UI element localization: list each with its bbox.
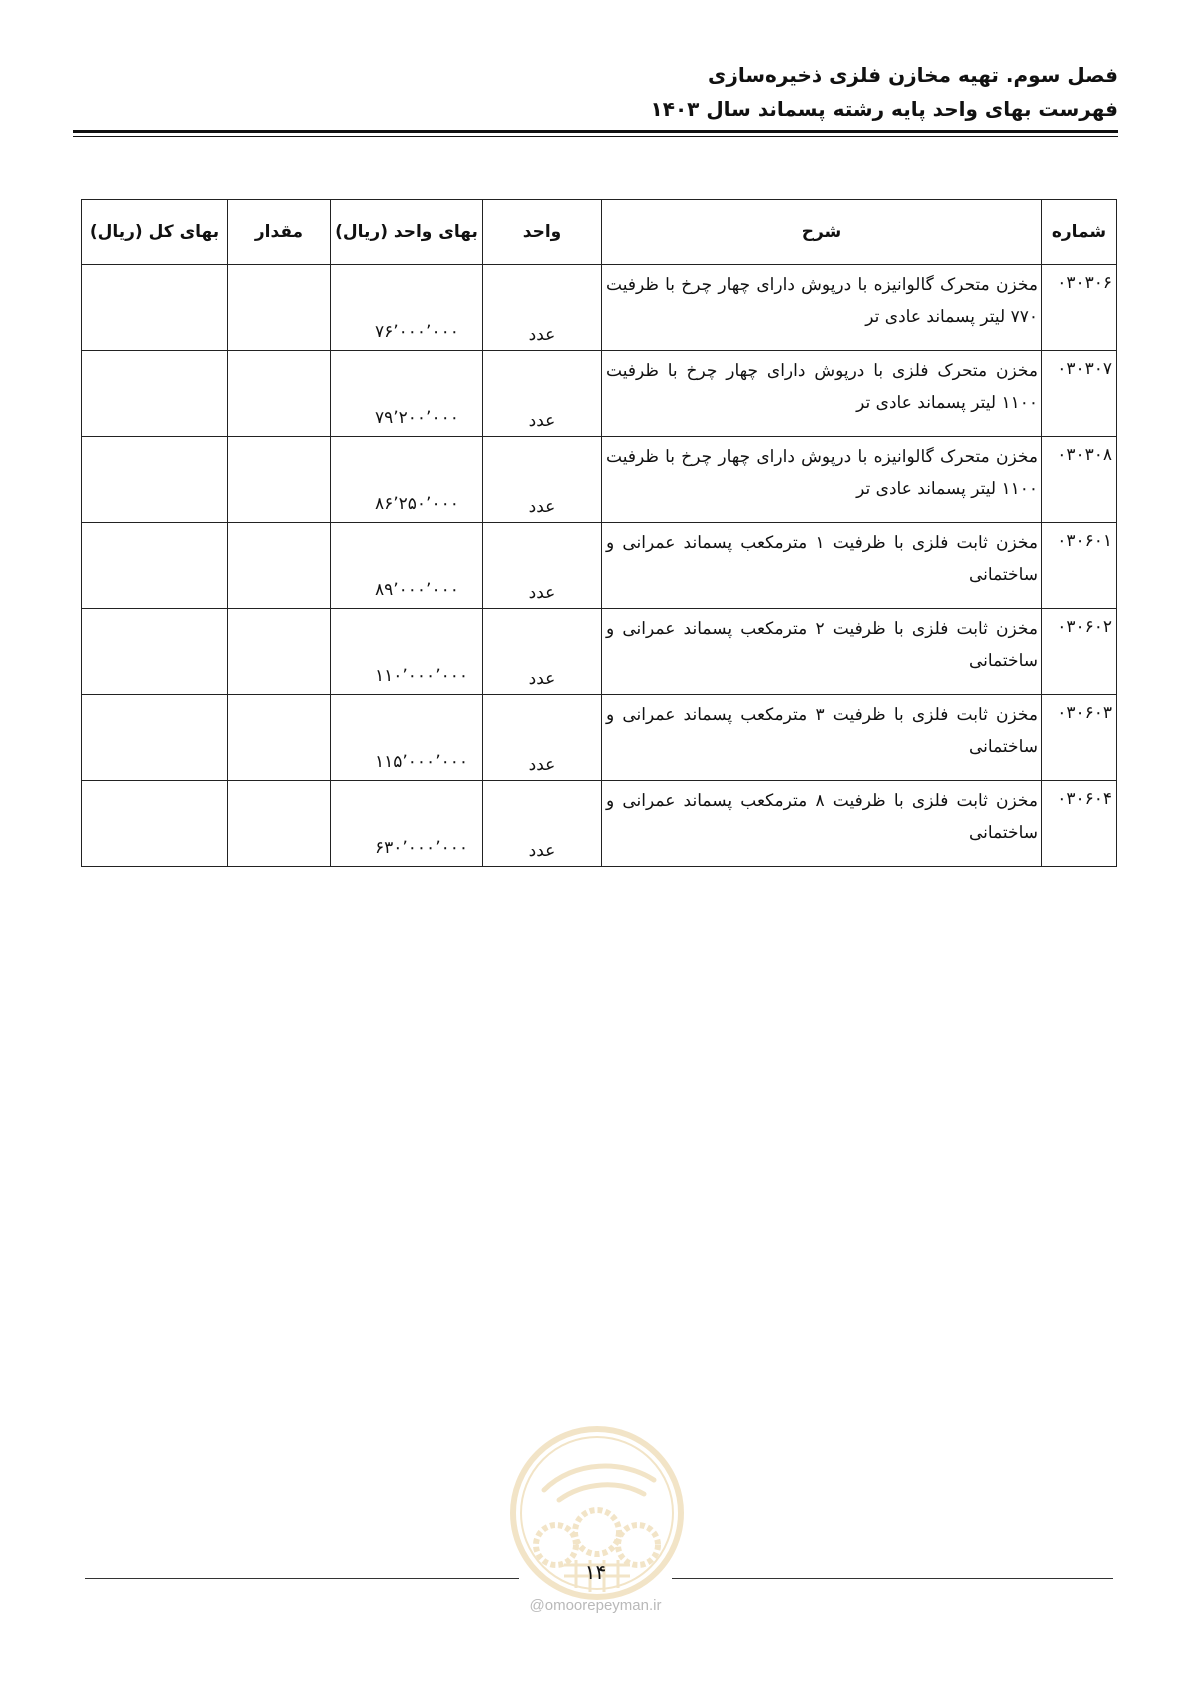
gear-icon bbox=[618, 1525, 658, 1565]
item-description: مخزن ثابت فلزی با ظرفیت ۱ مترمکعب پسماند عمرانی و ساختمانی bbox=[602, 523, 1042, 609]
item-unit: عدد bbox=[483, 351, 602, 437]
watermark-url: @omoorepeyman.ir bbox=[529, 1597, 662, 1614]
table-row bbox=[82, 695, 1117, 781]
item-total-price bbox=[82, 265, 228, 351]
item-total-price bbox=[82, 695, 228, 781]
item-unit: عدد bbox=[483, 609, 602, 695]
item-unit: عدد bbox=[483, 781, 602, 867]
gear-icon bbox=[575, 1510, 619, 1554]
column-header-number: شماره bbox=[1042, 200, 1117, 265]
header-rule bbox=[73, 130, 1118, 133]
column-header-unit: واحد bbox=[483, 200, 602, 265]
item-quantity bbox=[228, 523, 331, 609]
item-unit: عدد bbox=[483, 523, 602, 609]
list-title: فهرست بهای واحد پایه رشته پسماند سال ۱۴۰۳ bbox=[650, 97, 1118, 121]
item-total-price bbox=[82, 523, 228, 609]
item-quantity bbox=[228, 609, 331, 695]
item-unit-price: ۶۳۰٬۰۰۰٬۰۰۰ bbox=[331, 781, 483, 867]
item-total-price bbox=[82, 781, 228, 867]
item-number: ۰۳۰۶۰۲ bbox=[1042, 609, 1117, 695]
table-row bbox=[82, 351, 1117, 437]
item-description: مخزن ثابت فلزی با ظرفیت ۳ مترمکعب پسماند عمرانی و ساختمانی bbox=[602, 695, 1042, 781]
price-table bbox=[81, 199, 1117, 867]
item-description: مخزن متحرک گالوانیزه با درپوش دارای چهار چرخ با ظرفیت ۱۱۰۰ لیتر پسماند عادی تر bbox=[602, 437, 1042, 523]
table-row bbox=[82, 781, 1117, 867]
item-unit-price: ۷۶٬۰۰۰٬۰۰۰ bbox=[331, 265, 483, 351]
item-total-price bbox=[82, 437, 228, 523]
column-header-total-price: بهای کل (ریال) bbox=[82, 200, 228, 265]
column-header-quantity: مقدار bbox=[228, 200, 331, 265]
item-quantity bbox=[228, 781, 331, 867]
item-unit-price: ۸۶٬۲۵۰٬۰۰۰ bbox=[331, 437, 483, 523]
gear-icon bbox=[536, 1525, 576, 1565]
item-description: مخزن متحرک گالوانیزه با درپوش دارای چهار چرخ با ظرفیت ۷۷۰ لیتر پسماند عادی تر bbox=[602, 265, 1042, 351]
item-total-price bbox=[82, 351, 228, 437]
item-unit: عدد bbox=[483, 437, 602, 523]
column-header-description: شرح bbox=[602, 200, 1042, 265]
table-row bbox=[82, 437, 1117, 523]
item-number: ۰۳۰۳۰۷ bbox=[1042, 351, 1117, 437]
page-number: ۱۴ bbox=[584, 1560, 607, 1584]
item-number: ۰۳۰۶۰۳ bbox=[1042, 695, 1117, 781]
header-rule-thin bbox=[73, 136, 1118, 137]
watermark-calligraphy bbox=[544, 1466, 654, 1500]
table-row bbox=[82, 523, 1117, 609]
table-row bbox=[82, 265, 1117, 351]
table-header-row bbox=[82, 200, 1117, 265]
item-unit-price: ۱۱۰٬۰۰۰٬۰۰۰ bbox=[331, 609, 483, 695]
item-quantity bbox=[228, 265, 331, 351]
item-description: مخزن متحرک فلزی با درپوش دارای چهار چرخ با ظرفیت ۱۱۰۰ لیتر پسماند عادی تر bbox=[602, 351, 1042, 437]
item-unit-price: ۷۹٬۲۰۰٬۰۰۰ bbox=[331, 351, 483, 437]
item-description: مخزن ثابت فلزی با ظرفیت ۸ مترمکعب پسماند عمرانی و ساختمانی bbox=[602, 781, 1042, 867]
item-description: مخزن ثابت فلزی با ظرفیت ۲ مترمکعب پسماند عمرانی و ساختمانی bbox=[602, 609, 1042, 695]
item-unit-price: ۱۱۵٬۰۰۰٬۰۰۰ bbox=[331, 695, 483, 781]
item-quantity bbox=[228, 351, 331, 437]
item-total-price bbox=[82, 609, 228, 695]
column-header-unit-price: بهای واحد (ریال) bbox=[331, 200, 483, 265]
item-quantity bbox=[228, 695, 331, 781]
item-number: ۰۳۰۶۰۴ bbox=[1042, 781, 1117, 867]
item-number: ۰۳۰۳۰۶ bbox=[1042, 265, 1117, 351]
page-header bbox=[73, 58, 1118, 126]
item-unit: عدد bbox=[483, 695, 602, 781]
item-number: ۰۳۰۶۰۱ bbox=[1042, 523, 1117, 609]
chapter-title: فصل سوم. تهیه مخازن فلزی ذخیره‌سازی bbox=[708, 63, 1118, 87]
item-unit: عدد bbox=[483, 265, 602, 351]
table-row bbox=[82, 609, 1117, 695]
item-number: ۰۳۰۳۰۸ bbox=[1042, 437, 1117, 523]
item-quantity bbox=[228, 437, 331, 523]
item-unit-price: ۸۹٬۰۰۰٬۰۰۰ bbox=[331, 523, 483, 609]
